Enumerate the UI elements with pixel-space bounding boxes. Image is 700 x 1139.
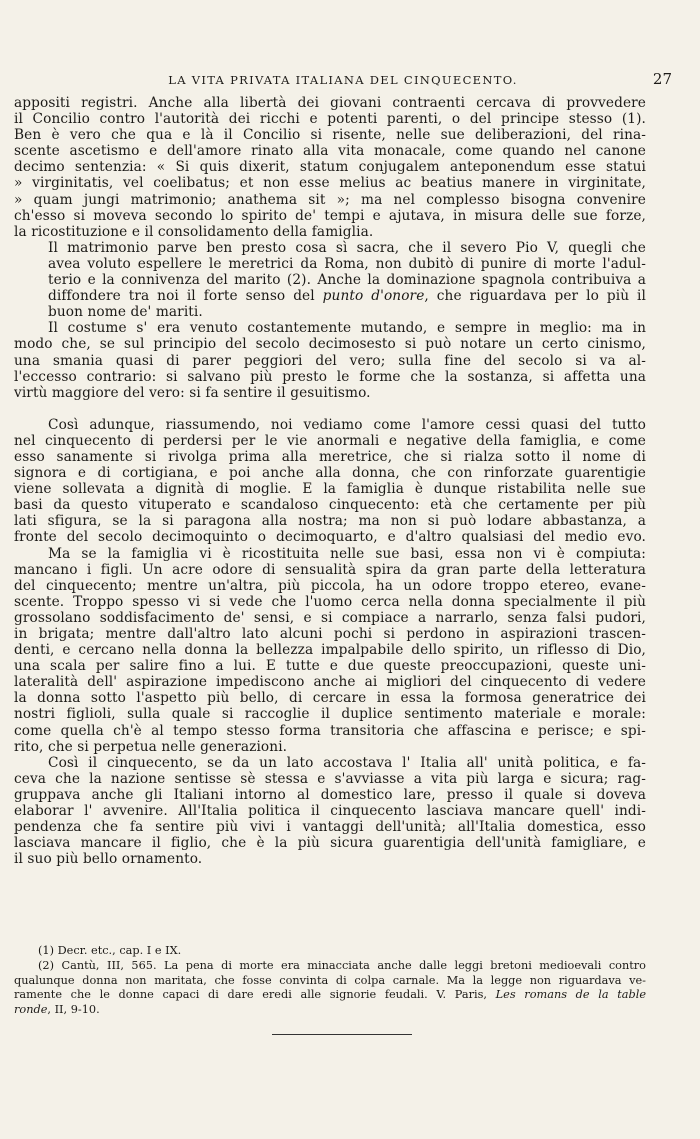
text-line: gruppava anche gli Italiani intorno al domestico lare, presso il quale si doveva bbox=[14, 786, 646, 803]
text-line: ceva che la nazione sentisse sè stessa e s'avviasse a vita più larga e sicura; rag- bbox=[14, 770, 646, 787]
text-segment: ramente che le donne capaci di dare eredi alle signorie feudali. V. Paris, bbox=[14, 988, 496, 1002]
text-line: » virginitatis, vel coelibatus; et non esse melius ac beatius manere in virginitate, bbox=[14, 175, 646, 192]
text-line: Così il cinquecento, se da un lato accostava l' Italia all' unità politica, e fa- bbox=[48, 754, 646, 771]
paragraph-5 bbox=[14, 546, 646, 755]
text-line bbox=[14, 288, 646, 304]
text-line: terio e la connivenza del marito (2). Anche la dominazione spagnola contribuiva a bbox=[48, 272, 646, 289]
paragraph-2 bbox=[14, 240, 646, 320]
text-line: pendenza che fa sentire più vivi i vantaggi dell'unità; all'Italia domestica, esso bbox=[14, 819, 646, 836]
paragraph-6 bbox=[14, 755, 646, 868]
text-line: rito, che si perpetua nelle generazioni. bbox=[14, 738, 288, 755]
text-line: nel cinquecento di perdersi per le vie anormali e negative della famiglia, e come bbox=[14, 432, 646, 449]
end-rule bbox=[272, 1034, 412, 1035]
text-segment: , che riguardava per lo più il bbox=[424, 288, 646, 305]
text-line: appositi registri. Anche alla libertà dei giovani contraenti cercava di provvedere bbox=[14, 95, 646, 111]
text-line: grossolano soddisfacimento de' sensi, e si compiace a narrarlo, senza falsi pudori, bbox=[14, 609, 646, 626]
text-line: virtù maggiore del vero: si fa sentire il gesuitismo. bbox=[14, 384, 371, 401]
text-segment: , II, 9-10. bbox=[47, 1003, 100, 1017]
text-line: » quam jungi matrimonio; anathema sit »; ma nel complesso bisogna convenire bbox=[14, 191, 646, 208]
italic-phrase: punto d'onore bbox=[322, 288, 425, 305]
paragraph-3 bbox=[14, 320, 646, 400]
text-line: l'eccesso contrario: si salvano più presto le forme che la sostanza, si affetta una bbox=[14, 368, 646, 385]
footnote-2 bbox=[14, 959, 646, 1018]
text-line: signora e di cortigiana, e poi anche alla donna, che con rinforzate guarentigie bbox=[14, 465, 646, 482]
text-line: viene sollevata a dignità di moglie. E la famiglia è dunque ristabilita nelle sue bbox=[14, 481, 646, 498]
text-line: Così adunque, riassumendo, noi vediamo come l'amore cessi quasi del tutto bbox=[48, 416, 646, 433]
text-line: in brigata; mentre dall'altro lato alcuni pochi si perdono in aspirazioni trascen- bbox=[14, 626, 646, 642]
text-line: Il matrimonio parve ben presto cosa sì sacra, che il severo Pio V, quegli che bbox=[48, 239, 646, 256]
text-line: ch'esso si moveva secondo lo spirito de' tempi e ajutava, in misura delle sue forze, bbox=[14, 207, 646, 224]
text-line: la ricostituzione e il consolidamento della famiglia. bbox=[14, 223, 374, 240]
paragraph-4 bbox=[14, 417, 646, 546]
text-line: il suo più bello ornamento. bbox=[14, 851, 203, 868]
text-line: lati sfigura, se la si paragona alla nostra; ma non si può lodare abbastanza, a bbox=[14, 513, 646, 530]
footnote-line: qualunque donna non maritata, che fosse convinta di colpa carnale. Ma la legge non riguardava ve- bbox=[14, 973, 646, 987]
footnote-1: (1) Decr. etc., cap. I e IX. bbox=[38, 944, 182, 957]
text-line: Ben è vero che qua e là il Concilio si risente, nelle sue deliberazioni, del rina- bbox=[14, 127, 646, 144]
text-line: fronte del secolo decimoquinto o decimoquarto, e d'altro qualsiasi del medio evo. bbox=[14, 529, 646, 546]
footnote-line bbox=[14, 1003, 646, 1018]
text-line: lateralità dell' aspirazione impediscono anche ai migliori del cinquecento di vedere bbox=[14, 674, 646, 691]
text-line: Il costume s' era venuto costantemente mutando, e sempre in meglio: ma in bbox=[48, 320, 646, 337]
footnote-line: (2) Cantù, III, 565. La pena di morte era minacciata anche dalle leggi bretoni medioevali contro bbox=[38, 958, 646, 972]
text-line: decimo sentenzia: « Si quis dixerit, statum conjugalem anteponendum esse statui bbox=[14, 159, 646, 176]
text-line: Ma se la famiglia vi è ricostituita nelle sue basi, essa non vi è compiuta: bbox=[48, 545, 646, 562]
text-line: buon nome de' mariti. bbox=[48, 304, 203, 321]
footnotes bbox=[14, 944, 646, 1018]
body-text bbox=[14, 95, 646, 867]
text-line: modo che, se sul principio del secolo decimosesto si può notare un certo cinismo, bbox=[14, 336, 646, 353]
text-line: una scala per salire fino a lui. E tutte e due queste preoccupazioni, queste uni- bbox=[14, 658, 646, 675]
page-header bbox=[14, 70, 672, 90]
text-line: come quella ch'è al tempo stesso forma transitoria che affascina e perisce; e spi- bbox=[14, 722, 646, 739]
text-line: la donna sotto l'aspetto più bello, di cercare in essa la formosa generatrice dei bbox=[14, 690, 646, 707]
text-segment: diffondere tra noi il forte senso del bbox=[48, 288, 323, 305]
text-line: denti, e cercano nella donna la bellezza impalpabile dello spirito, un riflesso di Dio, bbox=[14, 642, 646, 659]
text-line: nostri figlioli, sulla quale si raccoglie il duplice sentimento materiale e morale: bbox=[14, 706, 646, 723]
text-line: scente. Troppo spesso vi si vede che l'uomo cerca nella donna specialmente il più bbox=[14, 593, 646, 610]
text-line: lasciava mancare il figlio, che è la più sicura guarentigia dell'unità famigliare, e bbox=[14, 835, 646, 852]
text-line: il Concilio contro l'autorità dei ricchi e potenti parenti, o del principe stesso (1). bbox=[14, 111, 646, 128]
running-title: LA VITA PRIVATA ITALIANA DEL CINQUECENTO. bbox=[168, 73, 518, 87]
text-line: esso sanamente si rivolga prima alla meretrice, che si rialza sotto il nome di bbox=[14, 448, 646, 465]
footnote-line bbox=[14, 988, 646, 1003]
paragraph-1 bbox=[14, 95, 646, 240]
text-line: elaborar l' avvenire. All'Italia politica il cinquecento lasciava mancare quell' indi- bbox=[14, 803, 646, 820]
text-line: una smania quasi di parer peggiori del vero; sulla fine del secolo si va al- bbox=[14, 352, 646, 369]
page-number: 27 bbox=[652, 70, 672, 88]
text-line: mancano i figli. Un acre odore di sensualità spira da gran parte della letteratura bbox=[14, 561, 646, 578]
text-line: basi da questo vituperato e scandaloso cinquecento: età che certamente per più bbox=[14, 497, 646, 514]
text-line: del cinquecento; mentre un'altra, più piccola, ha un odore troppo etereo, evane- bbox=[14, 577, 646, 594]
italic-title: Les romans de la table bbox=[495, 988, 646, 1002]
text-line: avea voluto espellere le meretrici da Roma, non dubitò di punire di morte l'adul- bbox=[48, 255, 646, 272]
text-line: scente ascetismo e dell'amore rinato alla vita monacale, come quando nel canone bbox=[14, 143, 646, 160]
italic-title-end: ronde bbox=[14, 1003, 48, 1017]
